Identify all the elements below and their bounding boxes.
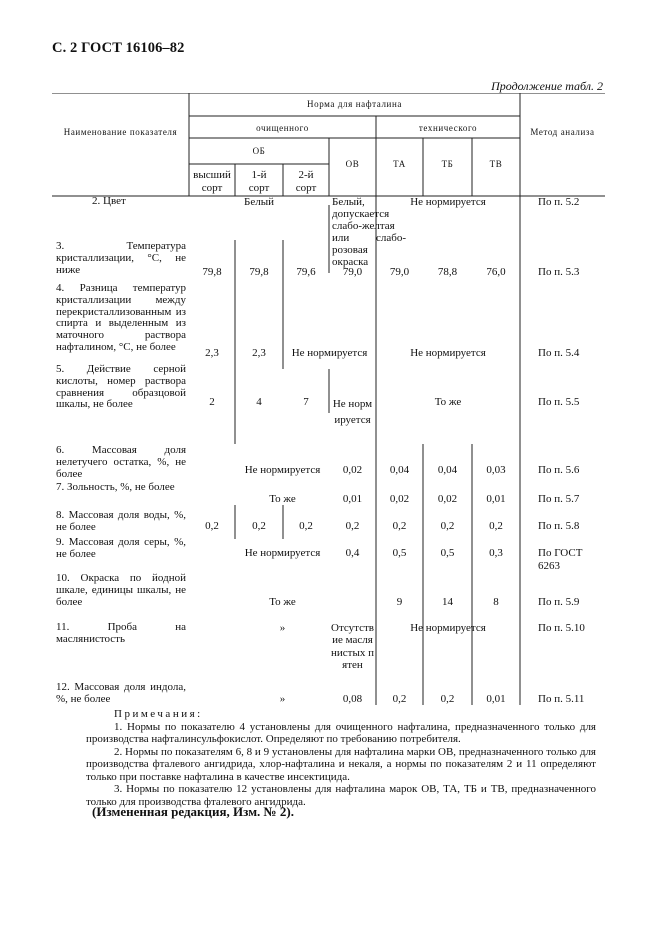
col-header-ta: ТА — [393, 159, 406, 169]
row-8-method: По п. 5.8 — [538, 520, 580, 532]
note-3: 3. Нормы по показателю 12 установлены для нафталина марок ОВ, ТА, ТБ и ТВ, предназначенного только для производства фталевого ангидрида. — [86, 783, 596, 808]
row-10-ta: 9 — [396, 596, 403, 608]
row-6-ov: 0,02 — [342, 464, 363, 476]
row-4-top: 2,3 — [205, 347, 219, 359]
row-3-tb: 78,8 — [437, 266, 458, 278]
row-3-first: 79,8 — [249, 266, 269, 278]
row-6-tb: 0,04 — [437, 464, 458, 476]
row-3-ta: 79,0 — [389, 266, 410, 278]
col-header-purified: очищенного — [256, 123, 309, 133]
row-7-ta: 0,02 — [389, 493, 410, 505]
row-4-second-ov: Не нормируется — [291, 347, 368, 359]
notes-block — [86, 708, 596, 808]
row-7-ov: 0,01 — [342, 493, 363, 505]
row-10-ob: То же — [269, 596, 296, 608]
row-11-parameter: 11. Проба на маслянистость — [56, 621, 186, 645]
row-5-method: По п. 5.5 — [538, 396, 580, 408]
row-3-parameter: 3. Температура кристаллизации, °С, не ниже — [56, 240, 186, 276]
row-4-parameter: 4. Разница температур кристаллизации между перекристаллизованным из спирта и выделенным из маточного раствора нафталином, °С, не более — [56, 282, 186, 353]
note-2: 2. Нормы по показателям 6, 8 и 9 установлены для нафталина марки ОВ, предназначенного только для производства фталевого ангидрида, хлор-нафталина и некаля, а нормы по показателям 2 и 11 определяют только при поставке нафталина в качестве инсектицида. — [86, 745, 596, 783]
row-2-ov: Белый, допускается слабо-желтая или слабо-розовая окраска — [332, 196, 406, 268]
row-9-parameter: 9. Массовая доля серы, %, не более — [56, 536, 186, 560]
row-12-ov: 0,08 — [342, 693, 363, 705]
row-7-parameter: 7. Зольность, %, не более — [56, 481, 175, 493]
row-10-method: По п. 5.9 — [538, 596, 580, 608]
row-2-technical: Не нормируется — [410, 196, 486, 208]
row-5-technical: То же — [434, 396, 462, 408]
row-5-first: 4 — [256, 396, 262, 408]
table-continuation-label: Продолжение табл. 2 — [491, 79, 603, 93]
row-4-technical: Не нормируется — [410, 347, 486, 359]
row-9-ov: 0,4 — [345, 547, 360, 559]
row-6-ob: Не нормируется — [244, 464, 321, 476]
col-header-technical: технического — [418, 123, 478, 133]
row-9-tb: 0,5 — [440, 547, 455, 559]
row-12-method: По п. 5.11 — [538, 693, 585, 705]
row-12-tb: 0,2 — [440, 693, 455, 705]
notes-title: Примечания: — [114, 708, 203, 720]
row-2-method: По п. 5.2 — [538, 196, 580, 208]
row-8-top: 0,2 — [205, 520, 219, 532]
row-11-technical: Не нормируется — [410, 622, 486, 634]
row-8-ta: 0,2 — [392, 520, 407, 532]
row-10-parameter: 10. Окраска по йодной шкале, единицы шкалы, не более — [56, 572, 186, 608]
row-9-ta: 0,5 — [392, 547, 407, 559]
col-header-norm: Норма для нафталина — [307, 99, 402, 109]
row-7-ob: То же — [269, 493, 296, 505]
row-8-second: 0,2 — [299, 520, 313, 532]
row-9-tv: 0,3 — [489, 547, 503, 559]
row-12-ta: 0,2 — [392, 693, 407, 705]
col-header-tb: ТБ — [441, 159, 454, 169]
col-header-ob: ОБ — [252, 146, 266, 156]
col-header-grade-top: высший сорт — [193, 169, 231, 194]
row-8-tb: 0,2 — [440, 520, 455, 532]
row-12-tv: 0,01 — [486, 693, 506, 705]
row-5-top: 2 — [209, 396, 215, 408]
row-4-method: По п. 5.4 — [538, 347, 580, 359]
row-12-parameter: 12. Массовая доля индола, %, не более — [56, 681, 186, 705]
row-8-tv: 0,2 — [489, 520, 503, 532]
col-header-ov: ОВ — [345, 159, 360, 169]
row-7-tv: 0,01 — [486, 493, 506, 505]
edition-note: (Измененная редакция, Изм. № 2). — [92, 804, 294, 819]
row-11-method: По п. 5.10 — [538, 622, 585, 634]
row-4-first: 2,3 — [252, 347, 266, 359]
row-9-ob: Не нормируется — [244, 547, 321, 559]
row-6-ta: 0,04 — [389, 464, 410, 476]
row-11-ob: » — [279, 622, 286, 634]
note-1: 1. Нормы по показателю 4 установлены для очищенного нафталина, предназначенного только для производства нафталинсульфокислот. Определяют по требованию потребителя. — [86, 720, 596, 745]
row-3-second: 79,6 — [296, 266, 316, 278]
row-10-tv: 8 — [493, 596, 499, 608]
norms-table — [52, 93, 605, 711]
row-5-ov: Не нормируется — [332, 398, 373, 426]
row-6-parameter: 6. Массовая доля нелетучего остатка, %, не более — [56, 444, 186, 480]
row-6-tv: 0,03 — [486, 464, 506, 476]
row-8-first: 0,2 — [252, 520, 266, 532]
row-10-tb: 14 — [442, 596, 453, 608]
row-2-ob: Белый — [244, 196, 274, 208]
row-3-method: По п. 5.3 — [538, 266, 580, 278]
row-6-method: По п. 5.6 — [538, 464, 580, 476]
row-11-ov: Отсутствие маслянистых пятен — [331, 622, 374, 671]
col-header-grade-second: 2-й сорт — [295, 169, 317, 194]
row-3-ov: 79,0 — [342, 266, 363, 278]
col-header-parameter: Наименование показателя — [63, 127, 178, 137]
row-8-parameter: 8. Массовая доля воды, %, не более — [56, 509, 186, 533]
row-8-ov: 0,2 — [345, 520, 360, 532]
row-9-method: По ГОСТ 6263 — [538, 547, 583, 572]
row-5-parameter: 5. Действие серной кислоты, номер раствора сравнения образцовой шкалы, не более — [56, 363, 186, 411]
row-7-method: По п. 5.7 — [538, 493, 580, 505]
col-header-tv: ТВ — [489, 159, 503, 169]
col-header-method: Метод анализа — [530, 127, 595, 137]
row-7-tb: 0,02 — [437, 493, 458, 505]
row-3-tv: 76,0 — [486, 266, 506, 278]
col-header-grade-first: 1-й сорт — [248, 169, 270, 194]
row-3-top: 79,8 — [202, 266, 222, 278]
page-header: С. 2 ГОСТ 16106–82 — [52, 40, 185, 56]
row-5-second: 7 — [303, 396, 309, 408]
row-2-parameter: 2. Цвет — [92, 195, 126, 207]
row-12-ob: » — [279, 693, 286, 705]
